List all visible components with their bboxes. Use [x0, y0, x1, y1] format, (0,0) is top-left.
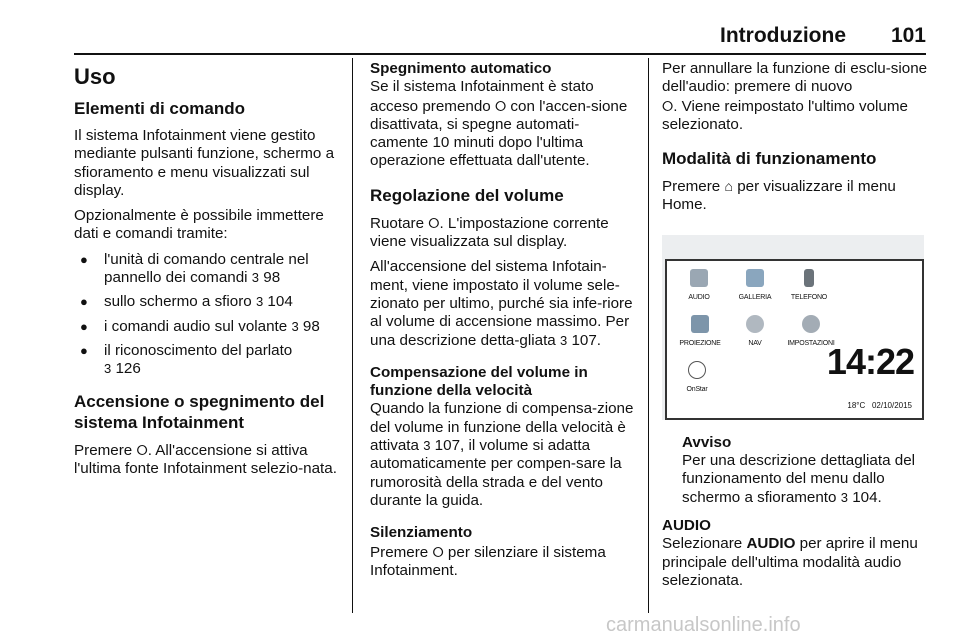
paragraph: Opzionalmente è possibile immettere dati e comandi tramite: [74, 207, 324, 243]
gallery-icon [746, 269, 764, 287]
list-item: ● sullo schermo a sfioro 3 104 [74, 293, 342, 311]
column-2 [370, 60, 636, 587]
telefono-tile[interactable]: TELEFONO [787, 269, 831, 307]
page-ref[interactable]: 126 [115, 360, 141, 378]
heading-spegnimento: Spegnimento automatico [370, 60, 552, 77]
header-rule [74, 53, 926, 55]
list-item: ● l'unità di comando centrale nel pannello dei comandi 3 98 [74, 251, 342, 288]
page-ref[interactable]: 98 [302, 317, 320, 335]
phone-icon [804, 269, 814, 287]
heading-accensione: Accensione o spegnimento del sistema Infotainment [74, 391, 325, 432]
page-ref-icon: 3 [840, 489, 848, 505]
galleria-tile[interactable]: GALLERIA [733, 269, 777, 307]
audio-tile[interactable]: AUDIO [681, 269, 717, 307]
note-box [662, 434, 928, 507]
impostazioni-tile[interactable]: IMPOSTAZIONI [781, 315, 841, 353]
list-item: ● i comandi audio sul volante 3 98 [74, 318, 342, 336]
home-screen-figure [662, 235, 924, 420]
paragraph: Premere ⌂ per visualizzare il menu Home. [662, 178, 896, 214]
heading-volume: Regolazione del volume [370, 185, 564, 205]
nav-tile[interactable]: NAV [737, 315, 773, 353]
nav-icon [746, 315, 764, 333]
page-ref-icon: 3 [255, 294, 264, 310]
onstar-icon [688, 361, 706, 379]
home-icon: ⌂ [724, 178, 733, 195]
projection-icon [691, 315, 709, 333]
power-icon: ⭘ [136, 441, 148, 458]
heading-elementi: Elementi di comando [74, 99, 245, 118]
heading-silenziamento: Silenziamento [370, 524, 473, 542]
heading-audio: AUDIO [662, 516, 711, 534]
paragraph: Ruotare ⭘. L'impostazione corrente viene visualizzata sul display. [370, 214, 609, 251]
section-title: Introduzione [720, 24, 846, 47]
gear-icon [802, 315, 820, 333]
paragraph: Premere ⭘ per silenziare il sistema Infotainment. [370, 543, 606, 579]
note-title: Avviso [682, 433, 732, 451]
heading-compensazione: Compensazione del volume in funzione della velocità [370, 363, 588, 400]
watermark: carmanualsonline.info [606, 614, 801, 636]
power-icon: ⭘ [432, 543, 444, 560]
paragraph: All'accensione del sistema Infotain-ment, viene impostato il volume sele-zionato per ultimo, purché sia infe-riore al volume di accensione massimo. Per una descrizione detta-gliata 3 107. [370, 258, 633, 349]
page-ref-icon: 3 [104, 361, 112, 377]
page-number: 101 [890, 24, 926, 47]
paragraph: Quando la funzione di compensa-zione del volume in funzione della velocità è attivata 3 107, il volume si adatta automaticamente per compen-sare la rumorosità della strada e del vento durante la guida. [370, 400, 634, 509]
column-1 [74, 60, 342, 485]
proiezione-tile[interactable]: PROIEZIONE [675, 315, 725, 353]
heading-uso: Uso [74, 64, 116, 89]
list-item: ● il riconoscimento del parlato 3 126 [74, 342, 342, 379]
page-ref-icon: 3 [423, 438, 431, 454]
paragraph: Premere ⭘. All'accensione si attiva l'ultima fonte Infotainment selezio-nata. [74, 441, 337, 477]
power-icon: ⭘ [662, 97, 674, 114]
page-ref[interactable]: 104. [852, 488, 882, 506]
paragraph: Il sistema Infotainment viene gestito mediante pulsanti funzione, schermo a sfioramento e menu visualizzati sul display. [74, 127, 335, 199]
input-list [74, 251, 342, 379]
temperature: 18°C [847, 400, 866, 410]
date: 02/10/2015 [871, 400, 912, 410]
onstar-tile[interactable]: OnStar [679, 361, 715, 399]
page-ref-icon: 3 [559, 332, 568, 348]
paragraph: Se il sistema Infotainment è stato acceso premendo ⭘ con l'accen-sione disattivata, si spegne automati-camente 10 minuti dopo l'ultima operazione effettuata dall'utente. [370, 78, 628, 170]
page-ref[interactable]: 98 [263, 269, 281, 287]
page-ref[interactable]: 107 [434, 437, 461, 455]
column-3 [662, 60, 928, 597]
column-divider-2 [648, 58, 649, 613]
page-ref-icon: 3 [251, 270, 260, 286]
page-ref[interactable]: 104 [267, 293, 293, 311]
clock-time: 14:22 [826, 340, 914, 382]
page-header [74, 24, 926, 50]
page-ref[interactable]: 107. [571, 331, 602, 349]
column-divider-1 [352, 58, 353, 613]
page-ref-icon: 3 [291, 318, 299, 334]
heading-modalita: Modalità di funzionamento [662, 149, 877, 169]
paragraph: Selezionare AUDIO per aprire il menu principale dell'ultima modalità audio selezionata. [662, 535, 918, 589]
power-icon: ⭘ [494, 97, 507, 114]
clock-status [847, 397, 912, 415]
music-icon [690, 269, 708, 287]
note-text: Per una descrizione dettagliata del funzionamento del menu dallo schermo a sfioramento 3 104. [682, 452, 916, 506]
power-icon: ⭘ [428, 214, 440, 231]
paragraph: Per annullare la funzione di esclu-sione dell'audio: premere di nuovo ⭘. Viene reimpostato l'ultimo volume selezionato. [662, 60, 928, 133]
display-screen [665, 259, 924, 420]
